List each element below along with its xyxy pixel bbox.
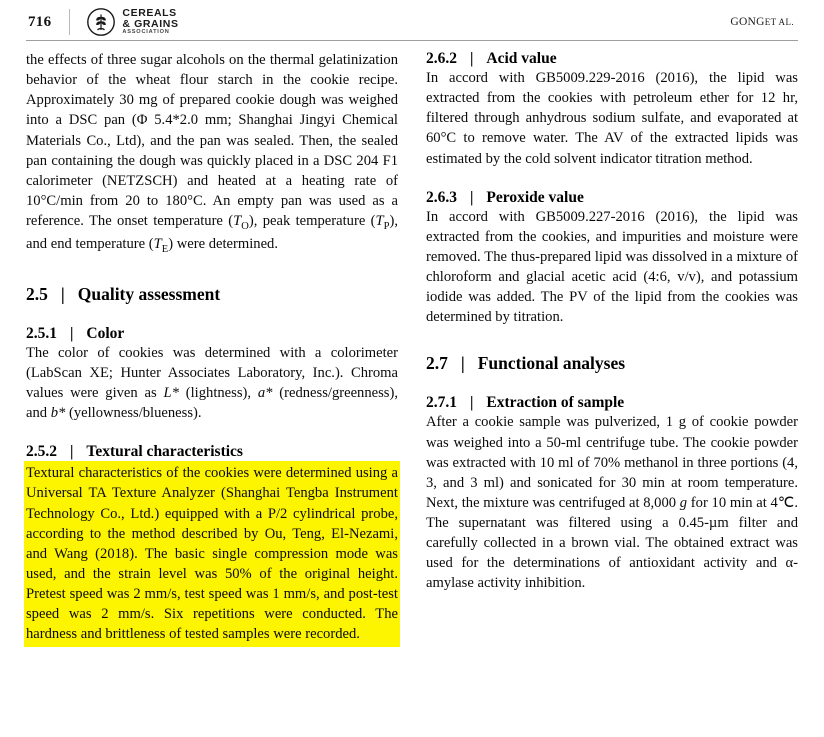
t-onset-symbol: T — [233, 213, 242, 229]
heading-separator: | — [60, 283, 65, 304]
color-paragraph — [26, 343, 398, 424]
heading-2-7-title: Functional analyses — [477, 353, 626, 374]
heading-separator: | — [70, 443, 74, 461]
yellowness-symbol: b* — [50, 405, 66, 422]
heading-separator: | — [70, 324, 74, 342]
lightness-symbol: L* — [163, 385, 179, 402]
running-head-etal: ET AL. — [764, 17, 794, 27]
heading-2-5 — [26, 284, 398, 305]
heading-2-5-1 — [26, 325, 398, 343]
heading-2-5-2-title: Textural characteristics — [86, 443, 243, 461]
heading-2-6-3-title: Peroxide value — [486, 188, 584, 206]
logo-line-2: & GRAINS — [122, 17, 179, 30]
heading-separator: | — [460, 353, 465, 374]
left-column — [26, 50, 398, 647]
t-peak-subscript: P — [383, 220, 390, 232]
heading-2-5-1-number: 2.5.1 — [26, 324, 57, 342]
extraction-paragraph — [426, 412, 798, 593]
heading-2-7-1-title: Extraction of sample — [486, 394, 625, 412]
continued-text-start: the effects of three sugar alcohols on the thermal gelatinization behavior of the wheat flour starch in the cookie recipe. Approximately 30 mg of prepared cookie dough was weighed into a DSC pan (Φ 5.4*2.0 mm; Shanghai Jingyi Chemical Materials Co., Ltd), and the pan was sealed. Then, the sealed pan containing the dough was quickly placed in a DSC 204 F1 calorimeter (NETZSCH) and heated at a heating rate of 10°C/min from 20 to 180°C. An empty pan was used as a reference. The onset temperature ( — [26, 52, 398, 229]
heading-separator: | — [470, 188, 474, 206]
t-peak-symbol: T — [375, 213, 384, 229]
redness-symbol: a* — [257, 385, 273, 402]
color-text-mid1: (lightness), — [178, 385, 258, 402]
heading-separator: | — [470, 50, 474, 67]
extraction-text-start: After a cookie sample was pulverized, 1 g of cookie powder was weighed into a 50-ml centrifuge tube. The cookie powder was extracted with 10 ml of 70% methanol in three portions (4, 3, and 3 ml) and sonicated for 30 min at room temperature. Next, the mixture was centrifuged at 8,000 — [426, 414, 798, 511]
heading-2-5-2 — [26, 443, 398, 461]
color-text-start: The color of cookies was determined with a colorimeter (LabScan XE; Hunter Associates Laboratory, Inc.). Chroma values were given as — [26, 344, 398, 402]
heading-2-7-number: 2.7 — [426, 353, 448, 374]
running-head-authors — [730, 16, 798, 28]
wheat-sheaf-icon — [86, 7, 116, 37]
continued-paragraph — [26, 50, 398, 258]
gravity-symbol: g — [679, 494, 688, 511]
header-divider — [69, 9, 70, 35]
right-column — [426, 50, 798, 647]
heading-2-7-1 — [426, 394, 798, 412]
color-text-end: (yellowness/blueness). — [65, 405, 202, 422]
continued-text-mid: ), peak temperature ( — [248, 213, 376, 229]
logo-line-3: ASSOCIATION — [122, 29, 170, 36]
two-column-body — [26, 50, 798, 647]
heading-2-5-1-title: Color — [86, 324, 125, 342]
heading-2-5-title: Quality assessment — [77, 283, 221, 304]
t-end-symbol: T — [153, 236, 162, 253]
heading-2-6-3 — [426, 189, 798, 207]
heading-2-5-2-number: 2.5.2 — [26, 443, 57, 461]
continued-text-end: ) were determined. — [168, 236, 278, 253]
heading-2-6-3-number: 2.6.3 — [426, 188, 457, 206]
acid-value-paragraph: In accord with GB5009.229-2016 (2016), the lipid was extracted from the cookies with petroleum ether for 12 hr, filtered through anhydrous sodium sulfate, and evaporated at 60°C to remove water. The AV of the extracted lipids was estimated by the cold solvent indicator titration method. — [426, 70, 798, 167]
heading-separator: | — [470, 394, 474, 412]
peroxide-value-paragraph: In accord with GB5009.227-2016 (2016), the lipid was extracted from the cookies, and impurities and moisture were removed. The thus-prepared lipid was dissolved in a mixture of chloroform and glacial acetic acid (4:6, v/v), and potassium iodide was added. The PV of the lipid from the cookies was determined by titration. — [426, 208, 798, 326]
heading-2-6-2-number: 2.6.2 — [426, 50, 457, 67]
t-onset-subscript: O — [241, 220, 249, 232]
textural-characteristics-paragraph-highlighted: Textural characteristics of the cookies were determined using a Universal TA Texture Analyzer (Shanghai Tengba Instrument Technology Co., Ltd.) equipped with a P/2 cylindrical probe, according to the method described by Ou, Teng, El-Nezami, and Wang (2018). The basic single compression mode was used, and the strain level was 50% of the original height. Pretest speed was 2 mm/s, test speed was 1 mm/s, and post-test speed was 2 mm/s. Six repetitions were conducted. The hardness and brittleness of tested samples were recorded. — [24, 461, 400, 647]
extraction-text-end: for 10 min at 4℃. The supernatant was filtered using a 0.45-µm filter and carefully collected in a brown vial. The obtained extract was used for the determinations of antioxidant activity and α-amylase activity inhibition. — [426, 494, 798, 592]
running-head — [26, 0, 798, 44]
running-head-author-name: GONG — [730, 16, 765, 28]
heading-2-7 — [426, 353, 798, 374]
continued-text-mid2: ), and end temperature ( — [26, 213, 399, 253]
header-rule — [26, 40, 798, 41]
heading-2-6-2 — [426, 50, 798, 68]
journal-logo — [86, 7, 178, 37]
color-text-mid2: (redness/greenness), and — [26, 385, 398, 422]
page-number: 716 — [28, 13, 52, 30]
journal-logo-text — [122, 8, 178, 36]
heading-2-6-2-title: Acid value — [486, 50, 557, 67]
logo-line-1: CEREALS — [122, 7, 177, 20]
heading-2-5-number: 2.5 — [26, 283, 48, 304]
t-end-subscript: E — [161, 244, 169, 256]
heading-2-7-1-number: 2.7.1 — [426, 394, 457, 412]
